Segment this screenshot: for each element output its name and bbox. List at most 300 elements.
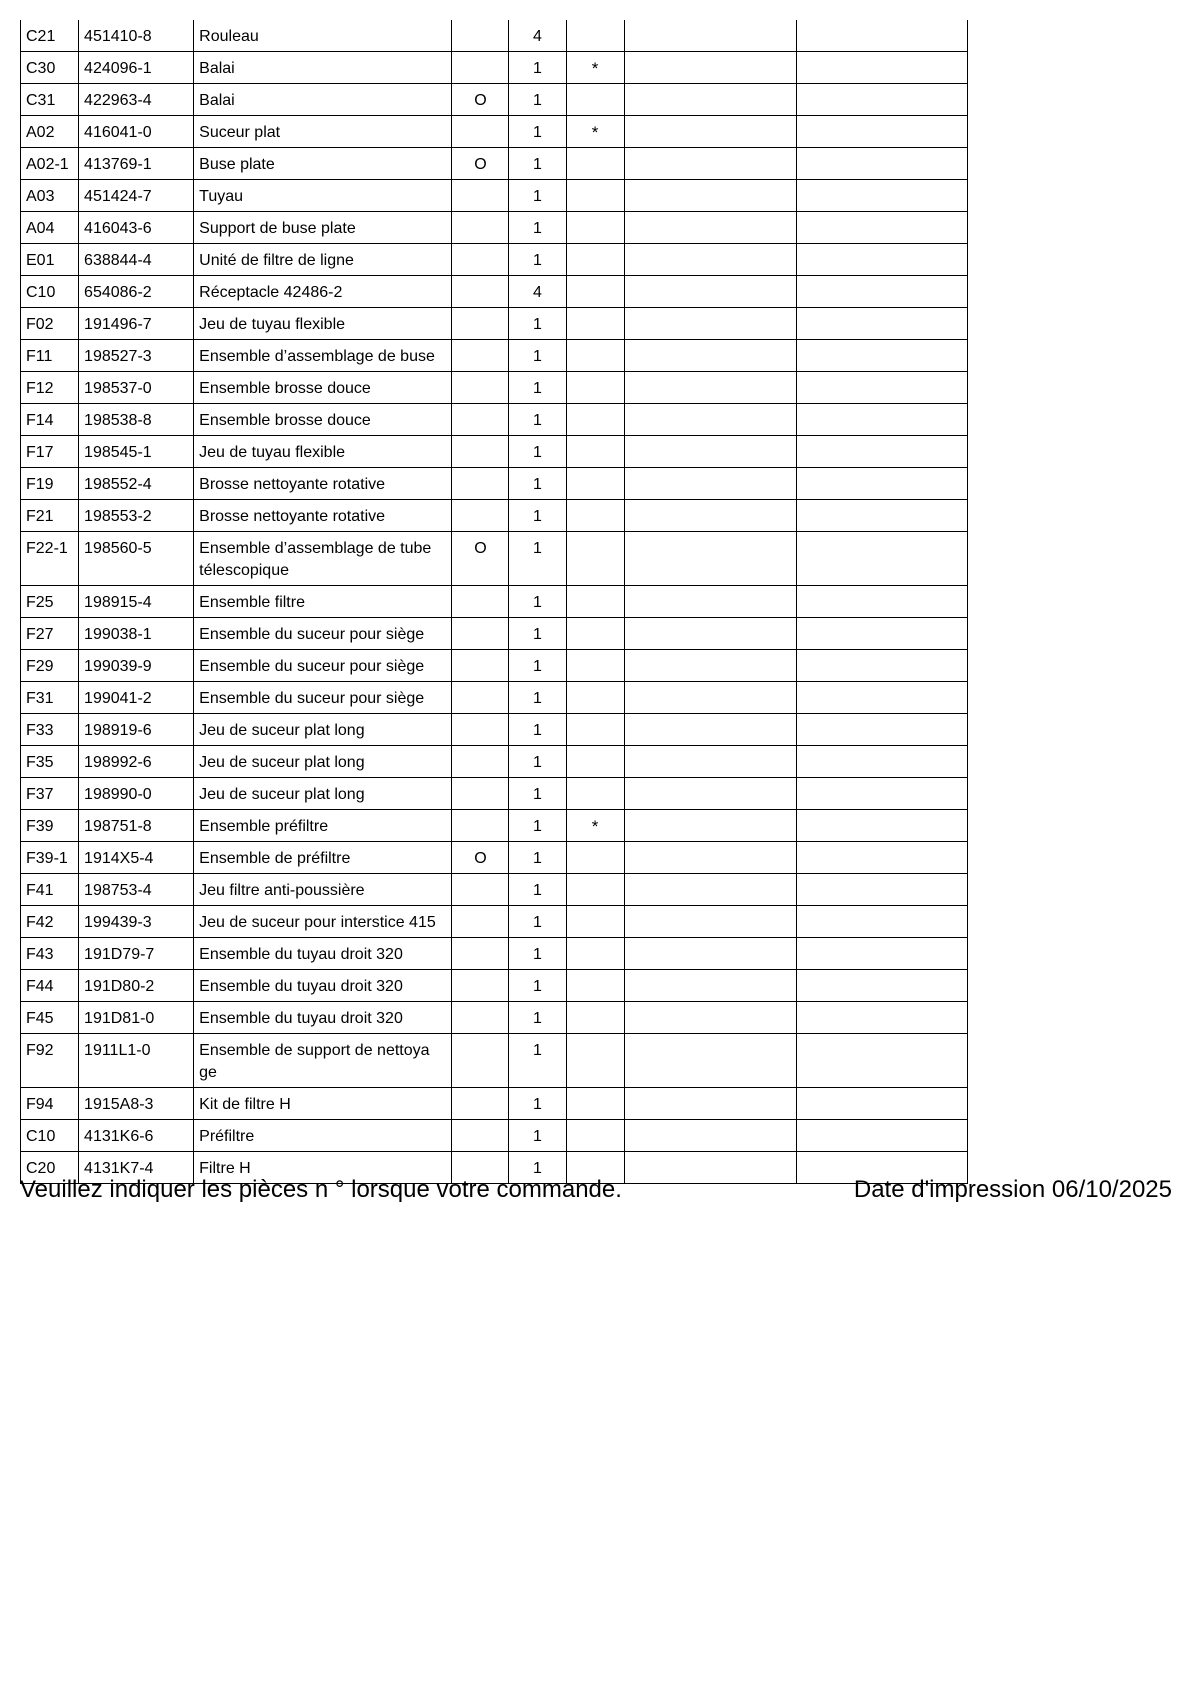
part-number-cell: 198527-3 — [79, 340, 194, 372]
empty-cell — [624, 586, 796, 618]
mark-cell — [566, 1120, 624, 1152]
empty-cell — [624, 938, 796, 970]
mark-cell — [566, 714, 624, 746]
ref-cell: C31 — [21, 84, 79, 116]
empty-cell — [796, 874, 967, 906]
part-number-cell: 198992-6 — [79, 746, 194, 778]
table-row — [21, 1120, 968, 1152]
table-row — [21, 778, 968, 810]
mark-cell — [566, 436, 624, 468]
ref-cell: A04 — [21, 212, 79, 244]
table-row — [21, 276, 968, 308]
description-line: Jeu de tuyau flexible — [199, 316, 346, 333]
description-cell — [194, 906, 452, 938]
description-line: Brosse nettoyante rotative — [199, 476, 386, 493]
option-cell — [452, 746, 509, 778]
option-cell — [452, 682, 509, 714]
part-number-cell: 1914X5-4 — [79, 842, 194, 874]
description-cell — [194, 1088, 452, 1120]
quantity-cell: 1 — [509, 468, 566, 500]
description-line: Balai — [199, 92, 235, 109]
empty-cell — [796, 500, 967, 532]
table-row — [21, 906, 968, 938]
part-number-cell: 198753-4 — [79, 874, 194, 906]
quantity-cell: 1 — [509, 148, 566, 180]
description-cell — [194, 746, 452, 778]
ref-cell: F19 — [21, 468, 79, 500]
empty-cell — [624, 842, 796, 874]
option-cell — [452, 1120, 509, 1152]
description-line: Jeu de suceur plat long — [199, 786, 365, 803]
part-number-cell: 198751-8 — [79, 810, 194, 842]
quantity-cell: 1 — [509, 1088, 566, 1120]
table-row — [21, 714, 968, 746]
description-line: Préfiltre — [199, 1128, 255, 1145]
quantity-cell: 1 — [509, 586, 566, 618]
option-cell — [452, 1034, 509, 1088]
ref-cell: F11 — [21, 340, 79, 372]
option-cell — [452, 970, 509, 1002]
option-cell — [452, 1088, 509, 1120]
mark-cell — [566, 938, 624, 970]
description-cell — [194, 84, 452, 116]
part-number-cell: 198915-4 — [79, 586, 194, 618]
quantity-cell: 1 — [509, 404, 566, 436]
description-line: Suceur plat — [199, 124, 281, 141]
mark-cell — [566, 500, 624, 532]
ref-cell: F31 — [21, 682, 79, 714]
description-line: Ensemble du tuyau droit 320 — [199, 1010, 403, 1027]
quantity-cell: 1 — [509, 650, 566, 682]
quantity-cell: 1 — [509, 212, 566, 244]
description-cell — [194, 404, 452, 436]
description-cell — [194, 20, 452, 52]
table-row — [21, 372, 968, 404]
option-cell — [452, 436, 509, 468]
description-line: ge — [199, 1064, 217, 1081]
option-cell — [452, 906, 509, 938]
description-cell — [194, 436, 452, 468]
empty-cell — [796, 618, 967, 650]
empty-cell — [624, 746, 796, 778]
mark-cell — [566, 84, 624, 116]
option-cell — [452, 500, 509, 532]
description-line: Ensemble préfiltre — [199, 818, 329, 835]
quantity-cell: 1 — [509, 436, 566, 468]
mark-cell — [566, 1034, 624, 1088]
table-row — [21, 404, 968, 436]
ref-cell: F12 — [21, 372, 79, 404]
empty-cell — [796, 586, 967, 618]
quantity-cell: 1 — [509, 340, 566, 372]
table-row — [21, 874, 968, 906]
description-cell — [194, 1002, 452, 1034]
empty-cell — [796, 1002, 967, 1034]
description-line: Jeu filtre anti-poussière — [199, 882, 365, 899]
description-line: Brosse nettoyante rotative — [199, 508, 386, 525]
description-line: Ensemble du suceur pour siège — [199, 690, 425, 707]
ref-cell: F33 — [21, 714, 79, 746]
option-cell — [452, 650, 509, 682]
option-cell — [452, 308, 509, 340]
empty-cell — [796, 244, 967, 276]
quantity-cell: 1 — [509, 682, 566, 714]
empty-cell — [796, 116, 967, 148]
option-cell: O — [452, 532, 509, 586]
mark-cell — [566, 180, 624, 212]
quantity-cell: 1 — [509, 810, 566, 842]
empty-cell — [796, 404, 967, 436]
table-row — [21, 1002, 968, 1034]
description-line: Ensemble du suceur pour siège — [199, 658, 425, 675]
table-row — [21, 52, 968, 84]
table-row — [21, 970, 968, 1002]
ref-cell: F35 — [21, 746, 79, 778]
part-number-cell: 198553-2 — [79, 500, 194, 532]
option-cell — [452, 1002, 509, 1034]
empty-cell — [624, 618, 796, 650]
mark-cell — [566, 842, 624, 874]
part-number-cell: 424096-1 — [79, 52, 194, 84]
order-instruction-note: Veuillez indiquer les pièces n ° lorsque votre commande. — [20, 1176, 622, 1203]
quantity-cell: 1 — [509, 1002, 566, 1034]
mark-cell — [566, 532, 624, 586]
option-cell: O — [452, 84, 509, 116]
table-row — [21, 1088, 968, 1120]
empty-cell — [796, 276, 967, 308]
part-number-cell: 199038-1 — [79, 618, 194, 650]
empty-cell — [796, 714, 967, 746]
empty-cell — [624, 500, 796, 532]
empty-cell — [796, 1120, 967, 1152]
empty-cell — [796, 436, 967, 468]
table-row — [21, 682, 968, 714]
mark-cell — [566, 372, 624, 404]
description-line: Ensemble du suceur pour siège — [199, 626, 425, 643]
description-cell — [194, 778, 452, 810]
table-row — [21, 650, 968, 682]
empty-cell — [624, 244, 796, 276]
ref-cell: F17 — [21, 436, 79, 468]
empty-cell — [624, 906, 796, 938]
ref-cell: C30 — [21, 52, 79, 84]
description-cell — [194, 938, 452, 970]
mark-cell — [566, 276, 624, 308]
quantity-cell: 1 — [509, 1120, 566, 1152]
empty-cell — [624, 682, 796, 714]
empty-cell — [796, 970, 967, 1002]
table-row — [21, 746, 968, 778]
description-cell — [194, 468, 452, 500]
quantity-cell: 1 — [509, 778, 566, 810]
empty-cell — [796, 52, 967, 84]
ref-cell: C10 — [21, 1120, 79, 1152]
description-cell — [194, 244, 452, 276]
empty-cell — [796, 810, 967, 842]
empty-cell — [624, 52, 796, 84]
mark-cell — [566, 404, 624, 436]
option-cell: O — [452, 148, 509, 180]
table-row — [21, 84, 968, 116]
mark-cell — [566, 618, 624, 650]
part-number-cell: 191D80-2 — [79, 970, 194, 1002]
part-number-cell: 191D79-7 — [79, 938, 194, 970]
description-cell — [194, 340, 452, 372]
ref-cell: F43 — [21, 938, 79, 970]
part-number-cell: 4131K6-6 — [79, 1120, 194, 1152]
empty-cell — [624, 276, 796, 308]
ref-cell: F41 — [21, 874, 79, 906]
description-cell — [194, 650, 452, 682]
description-line: Ensemble brosse douce — [199, 412, 371, 429]
empty-cell — [624, 532, 796, 586]
quantity-cell: 1 — [509, 618, 566, 650]
empty-cell — [624, 1002, 796, 1034]
quantity-cell: 1 — [509, 180, 566, 212]
option-cell — [452, 340, 509, 372]
description-cell — [194, 276, 452, 308]
description-cell — [194, 842, 452, 874]
description-line: Réceptacle 42486-2 — [199, 284, 343, 301]
mark-cell — [566, 20, 624, 52]
empty-cell — [796, 180, 967, 212]
ref-cell: F22-1 — [21, 532, 79, 586]
part-number-cell: 451410-8 — [79, 20, 194, 52]
empty-cell — [624, 372, 796, 404]
quantity-cell: 1 — [509, 244, 566, 276]
description-cell — [194, 52, 452, 84]
empty-cell — [796, 778, 967, 810]
mark-cell — [566, 1002, 624, 1034]
option-cell — [452, 468, 509, 500]
empty-cell — [796, 682, 967, 714]
ref-cell: F27 — [21, 618, 79, 650]
description-line: Tuyau — [199, 188, 244, 205]
table-row — [21, 618, 968, 650]
empty-cell — [796, 842, 967, 874]
description-line: Jeu de suceur pour interstice 415 — [199, 914, 436, 931]
table-row — [21, 436, 968, 468]
table-row — [21, 468, 968, 500]
empty-cell — [796, 84, 967, 116]
table-row — [21, 810, 968, 842]
empty-cell — [796, 938, 967, 970]
quantity-cell: 1 — [509, 970, 566, 1002]
description-line: Jeu de tuyau flexible — [199, 444, 346, 461]
empty-cell — [796, 148, 967, 180]
mark-cell — [566, 468, 624, 500]
description-line: Balai — [199, 60, 235, 77]
part-number-cell: 638844-4 — [79, 244, 194, 276]
description-line: Ensemble de préfiltre — [199, 850, 351, 867]
mark-cell — [566, 906, 624, 938]
empty-cell — [624, 778, 796, 810]
description-cell — [194, 810, 452, 842]
part-number-cell: 198537-0 — [79, 372, 194, 404]
description-cell — [194, 1120, 452, 1152]
ref-cell: F25 — [21, 586, 79, 618]
table-row — [21, 938, 968, 970]
ref-cell: F14 — [21, 404, 79, 436]
quantity-cell: 1 — [509, 938, 566, 970]
quantity-cell: 1 — [509, 372, 566, 404]
empty-cell — [624, 212, 796, 244]
description-line: Support de buse plate — [199, 220, 356, 237]
mark-cell — [566, 874, 624, 906]
ref-cell: F02 — [21, 308, 79, 340]
part-number-cell: 422963-4 — [79, 84, 194, 116]
empty-cell — [796, 906, 967, 938]
mark-cell: * — [566, 810, 624, 842]
quantity-cell: 1 — [509, 52, 566, 84]
description-line: Ensemble filtre — [199, 594, 305, 611]
description-cell — [194, 618, 452, 650]
description-cell — [194, 714, 452, 746]
empty-cell — [796, 308, 967, 340]
empty-cell — [624, 308, 796, 340]
part-number-cell: 4131K7-4 — [79, 1152, 194, 1184]
option-cell — [452, 20, 509, 52]
empty-cell — [624, 340, 796, 372]
part-number-cell: 1911L1-0 — [79, 1034, 194, 1088]
mark-cell — [566, 682, 624, 714]
ref-cell: F39 — [21, 810, 79, 842]
description-line: Ensemble brosse douce — [199, 380, 371, 397]
empty-cell — [796, 746, 967, 778]
description-line: Ensemble d’assemblage de buse — [199, 348, 435, 365]
mark-cell: * — [566, 52, 624, 84]
description-line: Unité de filtre de ligne — [199, 252, 354, 269]
quantity-cell: 1 — [509, 746, 566, 778]
part-number-cell: 191496-7 — [79, 308, 194, 340]
description-cell — [194, 532, 452, 586]
empty-cell — [624, 1120, 796, 1152]
option-cell — [452, 810, 509, 842]
empty-cell — [624, 468, 796, 500]
empty-cell — [796, 468, 967, 500]
description-line: Ensemble du tuyau droit 320 — [199, 946, 403, 963]
part-number-cell: 198560-5 — [79, 532, 194, 586]
description-cell — [194, 682, 452, 714]
ref-cell: E01 — [21, 244, 79, 276]
option-cell — [452, 52, 509, 84]
mark-cell — [566, 650, 624, 682]
option-cell — [452, 586, 509, 618]
table-row — [21, 20, 968, 52]
empty-cell — [796, 1088, 967, 1120]
table-row — [21, 148, 968, 180]
empty-cell — [624, 84, 796, 116]
quantity-cell: 1 — [509, 500, 566, 532]
ref-cell: F45 — [21, 1002, 79, 1034]
ref-cell: C21 — [21, 20, 79, 52]
table-row — [21, 308, 968, 340]
option-cell — [452, 404, 509, 436]
table-row — [21, 212, 968, 244]
part-number-cell: 198552-4 — [79, 468, 194, 500]
ref-cell: F21 — [21, 500, 79, 532]
ref-cell: F42 — [21, 906, 79, 938]
option-cell — [452, 618, 509, 650]
parts-table-body — [21, 20, 968, 1184]
description-line: Filtre H — [199, 1160, 251, 1177]
quantity-cell: 1 — [509, 1034, 566, 1088]
option-cell — [452, 874, 509, 906]
option-cell: O — [452, 842, 509, 874]
mark-cell — [566, 244, 624, 276]
table-row — [21, 842, 968, 874]
empty-cell — [624, 404, 796, 436]
ref-cell: A02 — [21, 116, 79, 148]
description-line: Jeu de suceur plat long — [199, 722, 365, 739]
table-row — [21, 1034, 968, 1088]
table-row — [21, 180, 968, 212]
table-row — [21, 500, 968, 532]
part-number-cell: 198545-1 — [79, 436, 194, 468]
description-cell — [194, 372, 452, 404]
empty-cell — [624, 1088, 796, 1120]
empty-cell — [624, 148, 796, 180]
mark-cell — [566, 1088, 624, 1120]
option-cell — [452, 372, 509, 404]
description-line: Buse plate — [199, 156, 275, 173]
ref-cell: C20 — [21, 1152, 79, 1184]
empty-cell — [624, 180, 796, 212]
table-row — [21, 532, 968, 586]
description-line: Ensemble du tuyau droit 320 — [199, 978, 403, 995]
description-line: Ensemble d’assemblage de tube — [199, 540, 432, 557]
empty-cell — [796, 1034, 967, 1088]
empty-cell — [796, 340, 967, 372]
table-row — [21, 244, 968, 276]
part-number-cell: 199039-9 — [79, 650, 194, 682]
empty-cell — [796, 532, 967, 586]
part-number-cell: 198919-6 — [79, 714, 194, 746]
part-number-cell: 191D81-0 — [79, 1002, 194, 1034]
parts-table — [20, 20, 968, 1184]
table-row — [21, 340, 968, 372]
ref-cell: F29 — [21, 650, 79, 682]
description-line: Ensemble de support de nettoya — [199, 1042, 430, 1059]
description-cell — [194, 500, 452, 532]
description-cell — [194, 874, 452, 906]
quantity-cell: 1 — [509, 532, 566, 586]
quantity-cell: 1 — [509, 308, 566, 340]
empty-cell — [796, 650, 967, 682]
empty-cell — [624, 436, 796, 468]
empty-cell — [796, 212, 967, 244]
empty-cell — [624, 874, 796, 906]
mark-cell — [566, 746, 624, 778]
ref-cell: F39-1 — [21, 842, 79, 874]
option-cell — [452, 938, 509, 970]
table-row — [21, 586, 968, 618]
description-cell — [194, 180, 452, 212]
description-cell — [194, 586, 452, 618]
part-number-cell: 1915A8-3 — [79, 1088, 194, 1120]
part-number-cell: 416043-6 — [79, 212, 194, 244]
table-row — [21, 116, 968, 148]
part-number-cell: 199439-3 — [79, 906, 194, 938]
empty-cell — [796, 372, 967, 404]
ref-cell: F92 — [21, 1034, 79, 1088]
part-number-cell: 199041-2 — [79, 682, 194, 714]
mark-cell: * — [566, 116, 624, 148]
ref-cell: A03 — [21, 180, 79, 212]
quantity-cell: 1 — [509, 906, 566, 938]
quantity-cell: 1 — [509, 116, 566, 148]
quantity-cell: 4 — [509, 276, 566, 308]
